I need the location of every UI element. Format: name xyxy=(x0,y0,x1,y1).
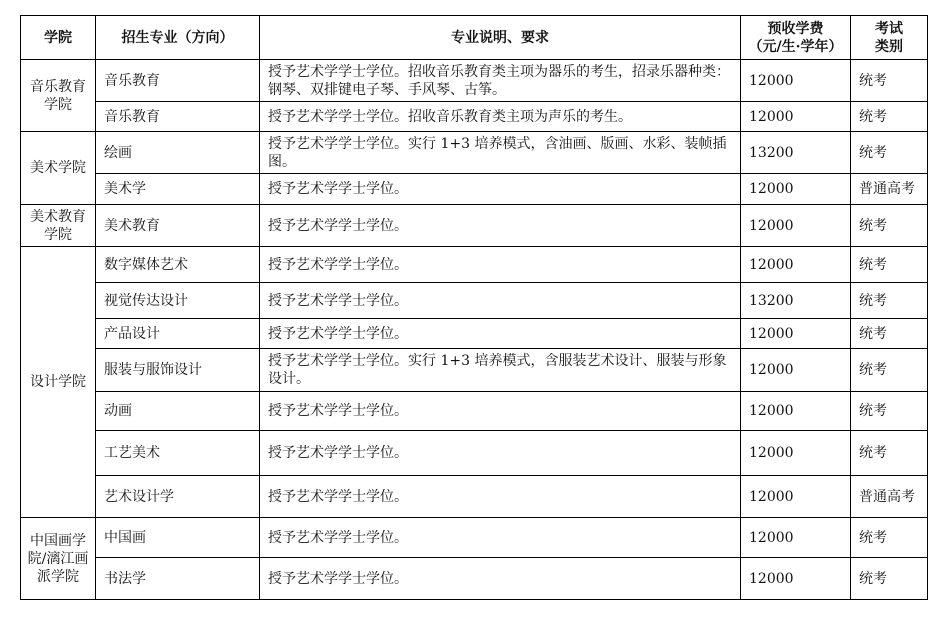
header-major: 招生专业（方向） xyxy=(96,16,260,60)
table-row xyxy=(21,349,928,392)
description-cell: 授予艺术学学士学位。招收音乐教育类主项为器乐的考生，招录乐器种类：钢琴、双排键电子琴、手风琴、古筝。 xyxy=(260,60,741,102)
fee-cell: 12000 xyxy=(741,247,851,283)
description-cell: 授予艺术学学士学位。 xyxy=(260,247,741,283)
table-row xyxy=(21,476,928,518)
table-body xyxy=(21,60,928,600)
table-row xyxy=(21,247,928,283)
major-cell: 美术教育 xyxy=(96,205,260,247)
table-header xyxy=(21,16,928,60)
description-cell: 授予艺术学学士学位。 xyxy=(260,476,741,518)
major-cell: 中国画 xyxy=(96,518,260,558)
major-cell: 产品设计 xyxy=(96,319,260,349)
exam-type-cell: 统考 xyxy=(851,392,928,431)
table-row xyxy=(21,283,928,319)
table-row xyxy=(21,174,928,205)
major-cell: 动画 xyxy=(96,392,260,431)
table-row xyxy=(21,205,928,247)
exam-type-cell: 统考 xyxy=(851,205,928,247)
fee-cell: 12000 xyxy=(741,60,851,102)
major-cell: 书法学 xyxy=(96,558,260,600)
exam-type-cell: 统考 xyxy=(851,283,928,319)
college-cell: 中国画学院/漓江画派学院 xyxy=(21,518,96,600)
description-cell: 授予艺术学学士学位。 xyxy=(260,431,741,476)
exam-type-cell: 统考 xyxy=(851,132,928,174)
header-description: 专业说明、要求 xyxy=(260,16,741,60)
fee-cell: 13200 xyxy=(741,283,851,319)
major-cell: 美术学 xyxy=(96,174,260,205)
fee-cell: 12000 xyxy=(741,102,851,132)
major-cell: 视觉传达设计 xyxy=(96,283,260,319)
description-cell: 授予艺术学学士学位。 xyxy=(260,319,741,349)
major-cell: 工艺美术 xyxy=(96,431,260,476)
exam-type-cell: 统考 xyxy=(851,518,928,558)
exam-type-cell: 统考 xyxy=(851,102,928,132)
description-cell: 授予艺术学学士学位。 xyxy=(260,558,741,600)
major-cell: 数字媒体艺术 xyxy=(96,247,260,283)
description-cell: 授予艺术学学士学位。 xyxy=(260,283,741,319)
major-cell: 服装与服饰设计 xyxy=(96,349,260,392)
major-cell: 艺术设计学 xyxy=(96,476,260,518)
header-fee-line2: （元/生·学年） xyxy=(748,38,843,55)
exam-type-cell: 统考 xyxy=(851,431,928,476)
major-cell: 绘画 xyxy=(96,132,260,174)
header-row xyxy=(21,16,928,60)
exam-type-cell: 统考 xyxy=(851,60,928,102)
table-row xyxy=(21,518,928,558)
exam-type-cell: 普通高考 xyxy=(851,174,928,205)
college-cell: 设计学院 xyxy=(21,247,96,518)
header-exam-line2: 类别 xyxy=(875,38,903,55)
table-row xyxy=(21,319,928,349)
header-exam-line1: 考试 xyxy=(875,20,903,37)
table-row xyxy=(21,60,928,102)
description-cell: 授予艺术学学士学位。实行 1+3 培养模式，含服装艺术设计、服装与形象设计。 xyxy=(260,349,741,392)
header-fee-line1: 预收学费 xyxy=(767,20,824,37)
fee-cell: 12000 xyxy=(741,476,851,518)
description-cell: 授予艺术学学士学位。招收音乐教育类主项为声乐的考生。 xyxy=(260,102,741,132)
header-college: 学院 xyxy=(21,16,96,60)
exam-type-cell: 普通高考 xyxy=(851,476,928,518)
major-cell: 音乐教育 xyxy=(96,60,260,102)
table-row xyxy=(21,102,928,132)
table-row xyxy=(21,558,928,600)
table-row xyxy=(21,132,928,174)
exam-type-cell: 统考 xyxy=(851,349,928,392)
table-row xyxy=(21,431,928,476)
fee-cell: 12000 xyxy=(741,174,851,205)
fee-cell: 12000 xyxy=(741,392,851,431)
description-cell: 授予艺术学学士学位。实行 1+3 培养模式，含油画、版画、水彩、装帧插图。 xyxy=(260,132,741,174)
fee-cell: 12000 xyxy=(741,431,851,476)
college-cell: 音乐教育学院 xyxy=(21,60,96,132)
header-fee xyxy=(741,16,851,60)
header-exam-type xyxy=(851,16,928,60)
fee-cell: 12000 xyxy=(741,349,851,392)
enrollment-table xyxy=(20,15,928,600)
table-row xyxy=(21,392,928,431)
exam-type-cell: 统考 xyxy=(851,558,928,600)
fee-cell: 12000 xyxy=(741,319,851,349)
description-cell: 授予艺术学学士学位。 xyxy=(260,392,741,431)
exam-type-cell: 统考 xyxy=(851,247,928,283)
fee-cell: 12000 xyxy=(741,205,851,247)
college-cell: 美术教育学院 xyxy=(21,205,96,247)
description-cell: 授予艺术学学士学位。 xyxy=(260,174,741,205)
fee-cell: 12000 xyxy=(741,558,851,600)
college-cell: 美术学院 xyxy=(21,132,96,205)
description-cell: 授予艺术学学士学位。 xyxy=(260,518,741,558)
fee-cell: 12000 xyxy=(741,518,851,558)
fee-cell: 13200 xyxy=(741,132,851,174)
description-cell: 授予艺术学学士学位。 xyxy=(260,205,741,247)
exam-type-cell: 统考 xyxy=(851,319,928,349)
major-cell: 音乐教育 xyxy=(96,102,260,132)
